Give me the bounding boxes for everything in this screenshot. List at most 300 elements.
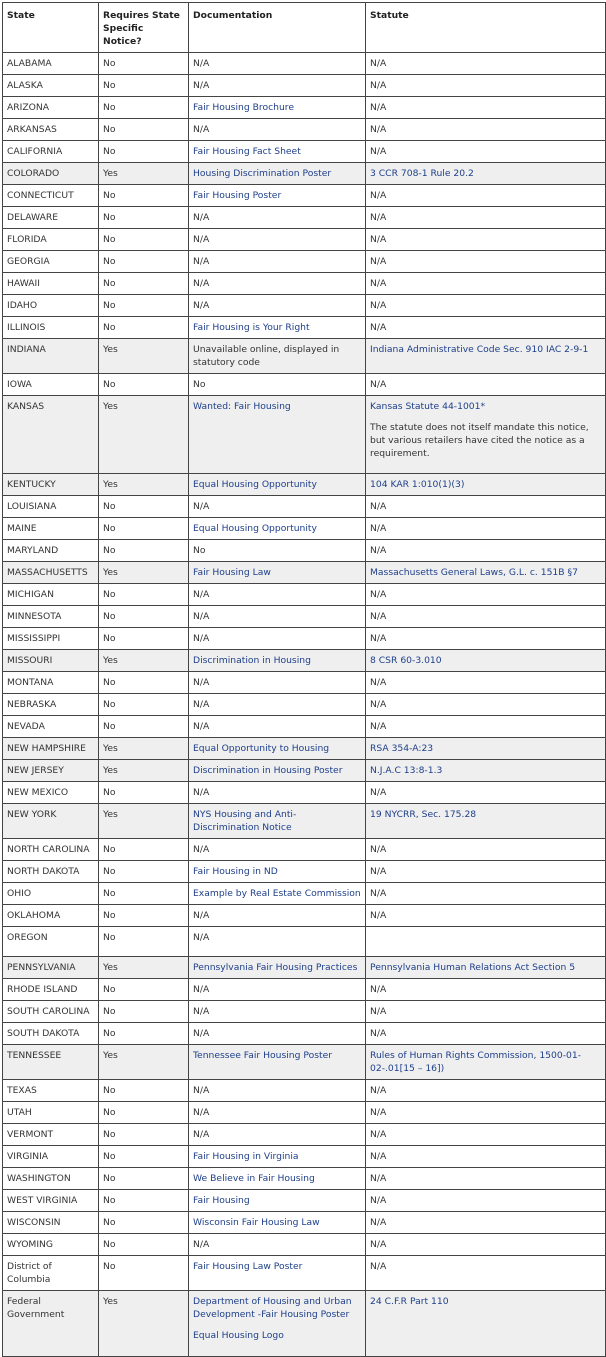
documentation-cell [189,339,366,374]
requires-notice-cell: No [99,97,189,119]
statute-cell [366,229,606,251]
state-cell: SOUTH CAROLINA [3,1001,99,1023]
statute-cell [366,273,606,295]
table-row [3,339,606,374]
state-cell: LOUISIANA [3,496,99,518]
requires-notice-cell: No [99,927,189,957]
table-row [3,1045,606,1080]
documentation-text: N/A [193,677,210,688]
requires-notice-cell: Yes [99,650,189,672]
state-cell: MONTANA [3,672,99,694]
table-row [3,119,606,141]
statute-text: N/A [370,58,387,69]
documentation-cell [189,163,366,185]
requires-notice-cell: Yes [99,339,189,374]
statute-link[interactable]: 3 CCR 708-1 Rule 20.2 [370,168,474,179]
table-row [3,374,606,396]
statute-text: N/A [370,844,387,855]
documentation-text: N/A [193,633,210,644]
documentation-cell [189,694,366,716]
requires-notice-cell: No [99,861,189,883]
documentation-cell [189,606,366,628]
documentation-cell [189,650,366,672]
statute-text: N/A [370,866,387,877]
documentation-cell [189,628,366,650]
table-row [3,861,606,883]
table-row [3,496,606,518]
documentation-link[interactable]: Fair Housing Law [193,567,271,578]
state-cell: MISSISSIPPI [3,628,99,650]
requires-notice-cell: No [99,839,189,861]
requires-notice-cell: No [99,518,189,540]
requires-notice-cell: Yes [99,562,189,584]
statute-link[interactable]: Rules of Human Rights Commission, 1500-01-02-.01[15 – 16]) [370,1050,582,1074]
statute-link[interactable]: Massachusetts General Laws, G.L. c. 151B §7 [370,567,578,578]
documentation-cell [189,672,366,694]
state-cell: NORTH CAROLINA [3,839,99,861]
statute-text: N/A [370,633,387,644]
state-cell: NEVADA [3,716,99,738]
requires-notice-cell: No [99,1212,189,1234]
statute-cell [366,75,606,97]
requires-notice-cell: No [99,905,189,927]
documentation-text: N/A [193,58,210,69]
statute-cell [366,738,606,760]
state-cell: NEW MEXICO [3,782,99,804]
statute-cell [366,1124,606,1146]
statute-cell [366,883,606,905]
statute-cell [366,251,606,273]
statute-link[interactable]: 24 C.F.R Part 110 [370,1296,449,1307]
documentation-cell [189,518,366,540]
documentation-text: N/A [193,256,210,267]
requires-notice-cell: No [99,979,189,1001]
statute-cell [366,1212,606,1234]
table-row [3,1102,606,1124]
table-row [3,650,606,672]
statute-text: N/A [370,1173,387,1184]
table-row [3,474,606,496]
requires-notice-cell: No [99,496,189,518]
statute-cell [366,760,606,782]
statute-text: N/A [370,1261,387,1272]
table-row [3,273,606,295]
statute-text: N/A [370,300,387,311]
table-row [3,927,606,957]
statute-text: N/A [370,984,387,995]
statute-cell [366,562,606,584]
documentation-text: N/A [193,589,210,600]
statute-link[interactable]: Indiana Administrative Code Sec. 910 IAC 2-9-1 [370,344,589,355]
documentation-text: No [193,545,206,556]
requires-notice-cell: Yes [99,738,189,760]
table-row [3,1168,606,1190]
state-cell: MASSACHUSETTS [3,562,99,584]
requires-notice-cell: Yes [99,163,189,185]
state-cell: OREGON [3,927,99,957]
requires-notice-cell: No [99,75,189,97]
documentation-text: N/A [193,910,210,921]
table-row [3,1080,606,1102]
table-row [3,518,606,540]
statute-cell [366,672,606,694]
statute-text: N/A [370,234,387,245]
requires-notice-cell: No [99,229,189,251]
state-cell: District of Columbia [3,1256,99,1291]
documentation-text: N/A [193,501,210,512]
documentation-cell [189,1212,366,1234]
requires-notice-cell: No [99,53,189,75]
statute-text: N/A [370,611,387,622]
statute-cell [366,1045,606,1080]
state-cell: ILLINOIS [3,317,99,339]
state-cell: SOUTH DAKOTA [3,1023,99,1045]
header-state: State [3,3,99,53]
documentation-link[interactable]: Fair Housing is Your Right [193,322,310,333]
statute-text: N/A [370,501,387,512]
statute-cell [366,97,606,119]
documentation-cell [189,839,366,861]
statute-text: N/A [370,1028,387,1039]
table-row [3,229,606,251]
documentation-cell [189,1190,366,1212]
table-row [3,1023,606,1045]
state-cell: Federal Government [3,1291,99,1357]
state-cell: UTAH [3,1102,99,1124]
statute-cell [366,628,606,650]
state-cell: NEW YORK [3,804,99,839]
statute-text: N/A [370,322,387,333]
documentation-cell [189,1168,366,1190]
documentation-link[interactable]: Example by Real Estate Commission [193,888,361,899]
documentation-text: N/A [193,1028,210,1039]
documentation-cell [189,1102,366,1124]
state-cell: MINNESOTA [3,606,99,628]
table-row [3,53,606,75]
statute-cell [366,119,606,141]
documentation-cell [189,782,366,804]
documentation-cell [189,251,366,273]
requires-notice-cell: Yes [99,474,189,496]
statute-link[interactable]: 104 KAR 1:010(1)(3) [370,479,465,490]
state-cell: MICHIGAN [3,584,99,606]
documentation-text: N/A [193,699,210,710]
state-cell: IDAHO [3,295,99,317]
documentation-cell [189,1291,366,1357]
statute-cell [366,295,606,317]
statute-text: N/A [370,677,387,688]
statute-cell [366,540,606,562]
statute-cell [366,474,606,496]
table-row [3,1146,606,1168]
header-requires-notice: Requires State Specific Notice? [99,3,189,53]
table-row [3,1124,606,1146]
documentation-link[interactable]: Fair Housing [193,1195,250,1206]
requires-notice-cell: No [99,606,189,628]
statute-link[interactable]: 8 CSR 60-3.010 [370,655,442,666]
state-cell: CONNECTICUT [3,185,99,207]
requires-notice-cell: No [99,1080,189,1102]
documentation-text: N/A [193,1129,210,1140]
requires-notice-cell: Yes [99,957,189,979]
statute-text: N/A [370,1085,387,1096]
statute-text: The statute does not itself mandate this notice, but various retailers have cited the notice as a requirement. [370,422,589,459]
statute-text: N/A [370,787,387,798]
documentation-link[interactable]: Wanted: Fair Housing [193,401,291,412]
documentation-text: N/A [193,721,210,732]
table-row [3,1256,606,1291]
statute-cell [366,1291,606,1357]
documentation-link[interactable]: Housing Discrimination Poster [193,168,332,179]
documentation-link[interactable]: Equal Housing Opportunity [193,523,317,534]
state-cell: TENNESSEE [3,1045,99,1080]
table-row [3,905,606,927]
documentation-text: N/A [193,844,210,855]
documentation-cell [189,861,366,883]
statute-cell [366,584,606,606]
state-cell: COLORADO [3,163,99,185]
state-cell: PENNSYLVANIA [3,957,99,979]
statute-text: N/A [370,256,387,267]
documentation-cell [189,584,366,606]
documentation-text: N/A [193,611,210,622]
statute-cell [366,1256,606,1291]
documentation-cell [189,185,366,207]
documentation-text: No [193,379,206,390]
table-row [3,738,606,760]
table-row [3,317,606,339]
documentation-link[interactable]: Fair Housing Brochure [193,102,295,113]
header-documentation: Documentation [189,3,366,53]
documentation-cell [189,1045,366,1080]
statute-cell [366,606,606,628]
requires-notice-cell: No [99,584,189,606]
header-statute: Statute [366,3,606,53]
statute-link[interactable]: Pennsylvania Human Relations Act Section 5 [370,962,576,973]
statute-text: N/A [370,212,387,223]
table-row [3,1212,606,1234]
table-row [3,396,606,474]
state-cell: ALABAMA [3,53,99,75]
statute-text: N/A [370,80,387,91]
documentation-text: N/A [193,1107,210,1118]
documentation-link[interactable]: Fair Housing in Virginia [193,1151,299,1162]
documentation-link[interactable]: Fair Housing in ND [193,866,278,877]
statute-cell [366,927,606,957]
documentation-cell [189,141,366,163]
statute-cell [366,163,606,185]
statute-cell [366,1080,606,1102]
statute-cell [366,396,606,474]
statute-link[interactable]: 19 NYCRR, Sec. 175.28 [370,809,477,820]
statute-text: N/A [370,190,387,201]
statute-cell [366,1168,606,1190]
documentation-link[interactable]: Equal Housing Opportunity [193,479,317,490]
requires-notice-cell: Yes [99,760,189,782]
requires-notice-cell: No [99,628,189,650]
documentation-text: Unavailable online, displayed in statutory code [193,344,340,368]
documentation-cell [189,760,366,782]
table-header-row [3,3,606,53]
documentation-cell [189,97,366,119]
documentation-link[interactable]: Fair Housing Fact Sheet [193,146,301,157]
documentation-link[interactable]: Fair Housing Poster [193,190,282,201]
state-cell: WASHINGTON [3,1168,99,1190]
documentation-link[interactable]: Discrimination in Housing Poster [193,765,343,776]
requires-notice-cell: No [99,1001,189,1023]
documentation-text: N/A [193,124,210,135]
statute-cell [366,207,606,229]
statute-link[interactable]: RSA 354-A:23 [370,743,434,754]
documentation-cell [189,540,366,562]
requires-notice-cell: Yes [99,1291,189,1357]
documentation-cell [189,905,366,927]
table-row [3,606,606,628]
table-row [3,716,606,738]
statute-cell [366,185,606,207]
requires-notice-cell: No [99,141,189,163]
documentation-cell [189,1124,366,1146]
requires-notice-cell: No [99,317,189,339]
requires-notice-cell: No [99,295,189,317]
requires-notice-cell: No [99,251,189,273]
documentation-text: N/A [193,300,210,311]
state-cell: IOWA [3,374,99,396]
state-cell: VERMONT [3,1124,99,1146]
state-cell: KANSAS [3,396,99,474]
documentation-link[interactable]: Equal Housing Logo [193,1330,284,1341]
state-cell: DELAWARE [3,207,99,229]
statute-text: N/A [370,278,387,289]
statute-cell [366,861,606,883]
documentation-cell [189,1023,366,1045]
documentation-link[interactable]: We Believe in Fair Housing [193,1173,315,1184]
statute-cell [366,141,606,163]
table-row [3,141,606,163]
table-body [3,53,606,1357]
documentation-text: N/A [193,1006,210,1017]
documentation-link[interactable]: Department of Housing and Urban Development -Fair Housing Poster [193,1296,352,1320]
statute-text: N/A [370,721,387,732]
documentation-cell [189,374,366,396]
requires-notice-cell: Yes [99,1045,189,1080]
documentation-text: N/A [193,234,210,245]
documentation-cell [189,927,366,957]
state-cell: VIRGINIA [3,1146,99,1168]
documentation-text: N/A [193,787,210,798]
table-row [3,540,606,562]
statute-cell [366,317,606,339]
requires-notice-cell: No [99,185,189,207]
requires-notice-cell: No [99,1234,189,1256]
table-row [3,584,606,606]
documentation-link[interactable]: Wisconsin Fair Housing Law [193,1217,320,1228]
table-row [3,628,606,650]
documentation-cell [189,804,366,839]
statute-cell [366,374,606,396]
requires-notice-cell: No [99,1168,189,1190]
statute-text: N/A [370,545,387,556]
documentation-link[interactable]: Fair Housing Law Poster [193,1261,303,1272]
documentation-link[interactable]: Equal Opportunity to Housing [193,743,330,754]
table-row [3,1291,606,1357]
statute-text: N/A [370,910,387,921]
statute-cell [366,53,606,75]
statute-cell [366,650,606,672]
statute-text: N/A [370,1239,387,1250]
requires-notice-cell: No [99,374,189,396]
statute-cell [366,339,606,374]
table-row [3,185,606,207]
requires-notice-cell: No [99,119,189,141]
statute-link[interactable]: N.J.A.C 13:8-1.3 [370,765,443,776]
documentation-text: N/A [193,932,210,943]
documentation-cell [189,716,366,738]
requires-notice-cell: No [99,716,189,738]
table-row [3,782,606,804]
statute-link[interactable]: Kansas Statute 44-1001* [370,401,486,412]
state-cell: GEORGIA [3,251,99,273]
table-row [3,957,606,979]
documentation-cell [189,53,366,75]
table-row [3,562,606,584]
documentation-cell [189,207,366,229]
table-row [3,207,606,229]
documentation-link[interactable]: Pennsylvania Fair Housing Practices [193,962,358,973]
table-row [3,694,606,716]
statute-cell [366,496,606,518]
state-cell: INDIANA [3,339,99,374]
state-cell: ARKANSAS [3,119,99,141]
documentation-text: N/A [193,212,210,223]
documentation-text: N/A [193,1085,210,1096]
requires-notice-cell: No [99,1146,189,1168]
documentation-cell [189,396,366,474]
table-row [3,1001,606,1023]
documentation-cell [189,474,366,496]
statute-text: N/A [370,1006,387,1017]
state-cell: NEBRASKA [3,694,99,716]
documentation-link[interactable]: Discrimination in Housing [193,655,311,666]
table-row [3,163,606,185]
state-cell: WEST VIRGINIA [3,1190,99,1212]
table-row [3,839,606,861]
table-row [3,97,606,119]
table-row [3,1234,606,1256]
state-notice-table [2,2,606,1357]
state-cell: KENTUCKY [3,474,99,496]
state-cell: NORTH DAKOTA [3,861,99,883]
documentation-cell [189,273,366,295]
documentation-cell [189,317,366,339]
table-row [3,1190,606,1212]
statute-cell [366,1146,606,1168]
state-cell: MAINE [3,518,99,540]
statute-text: N/A [370,1151,387,1162]
state-cell: CALIFORNIA [3,141,99,163]
documentation-link[interactable]: NYS Housing and Anti-Discrimination Notice [193,809,297,833]
documentation-text: N/A [193,1239,210,1250]
requires-notice-cell: No [99,672,189,694]
table-row [3,883,606,905]
state-cell: HAWAII [3,273,99,295]
requires-notice-cell: No [99,883,189,905]
documentation-cell [189,883,366,905]
documentation-link[interactable]: Tennessee Fair Housing Poster [193,1050,333,1061]
statute-cell [366,1023,606,1045]
state-cell: NEW JERSEY [3,760,99,782]
documentation-cell [189,229,366,251]
